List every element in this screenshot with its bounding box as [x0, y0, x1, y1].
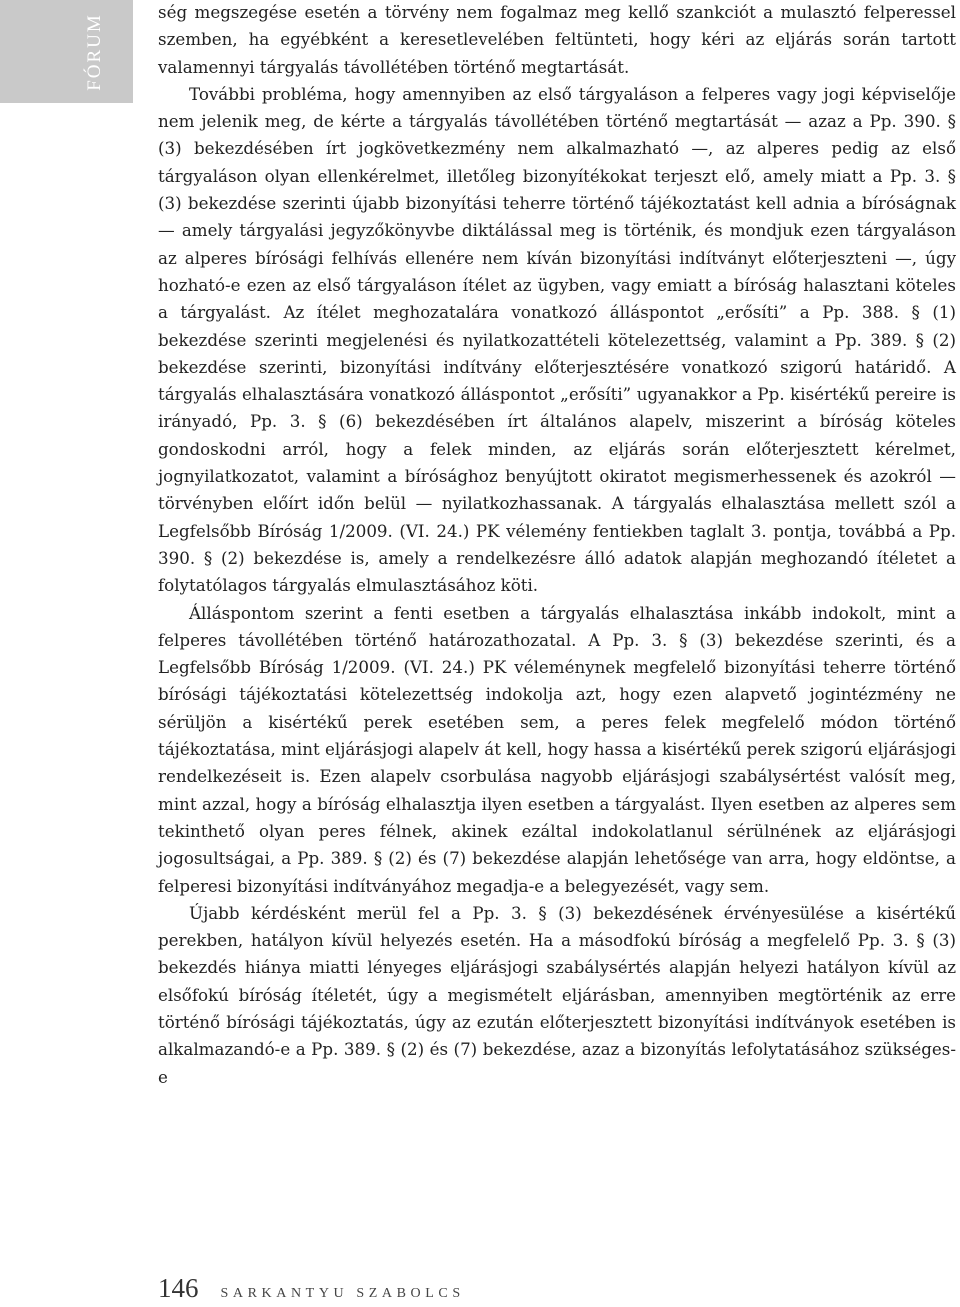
page-number: 146 — [158, 1273, 199, 1303]
paragraph: További probléma, hogy amennyiben az első tárgyaláson a felperes vagy jogi képviselője nem jelenik meg, de kérte a tárgyalás távollétében történő megtartását — azaz a Pp. 390. § (3) bekezdésében írt jogkövetkezmény nem alkalmazható —, az alperes pedig az első tárgyaláson olyan ellenkérelmet, illetőleg bizonyítékokat terjeszt elő, amely miatt a Pp. 3. § (3) bekezdése szerinti újabb bizonyítási teherre történő tájékoztatást kell adnia a bíróságnak — amely tárgyalási jegyzőkönyvbe diktálással meg is történik, és mondjuk ezen tárgyaláson az alperes bírósági felhívás ellenére nem kíván bizonyítási indítványt előterjeszteni —, úgy hozható-e ezen az első tárgyaláson ítélet az ügyben, vagy emiatt a bíróság halasztani köteles a tárgyalást. Az ítélet meghozatalára vonatkozó álláspontot „erősíti” a Pp. 388. § (1) bekezdése szerinti megjelenési és nyilatkozattételi kötelezettség, valamint a Pp. 389. § (2) bekezdése szerinti, bizonyítási indítvány előterjesztésére vonatkozó szigorú határidő. A tárgyalás elhalasztására vonatkozó álláspontot „erősíti” ugyanakkor a Pp. kisértékű pereire is irányadó, Pp. 3. § (6) bekezdésében írt általános alapelv, miszerint a bíróság köteles gondoskodni arról, hogy a felek minden, az eljárás során előterjesztett kérelmet, jognyilatkozatot, valamint a bírósághoz benyújtott okiratot megismerhessenek és azokról — törvényben előírt időn belül — nyilatkozhassanak. A tárgyalás elhalasztása mellett szól a Legfelsőbb Bíróság 1/2009. (VI. 24.) PK vélemény fentiekben taglalt 3. pontja, továbbá a Pp. 390. § (2) bekezdése is, amely a rendelkezésre álló adatok alapján meghozandó ítéletet a folytatólagos tárgyalás elmulasztásához köti. — [158, 83, 956, 596]
paragraph: Újabb kérdésként merül fel a Pp. 3. § (3) bekezdésének érvényesülése a kisértékű perekben, hatályon kívül helyezés esetén. Ha a másodfokú bíróság a megfelelő Pp. 3. § (3) bekezdés hiánya miatti lényeges eljárásjogi szabálysértés alapján helyezi hatályon kívül az elsőfokú bíróság ítéletét, úgy a megismételt eljárásban, amennyiben megtörténik az erre történő bírósági tájékoztatás, úgy az ezután előterjesztett bizonyítási indítványok esetében is alkalmazandó-e a Pp. 389. § (2) és (7) bekezdése, azaz a bizonyítás lefolytatásához szükséges-e — [158, 902, 956, 1087]
paragraph-continued: ség megszegése esetén a törvény nem fogalmaz meg kellő szankciót a mulasztó felperessel szemben, ha egyébként a keresetlevelében feltünteti, hogy kéri az eljárás során tartott valamennyi tárgyalás távollétében történő megtartását. — [158, 2, 956, 77]
running-author: SARKANTYU SZABOLCS — [220, 1286, 465, 1301]
article-body — [158, 0, 956, 1091]
section-tab — [0, 0, 133, 103]
paragraph: Álláspontom szerint a fenti esetben a tárgyalás elhalasztása inkább indokolt, mint a felperes távollétében történő határozathozatal. A Pp. 3. § (3) bekezdése szerinti, és a Legfelsőbb Bíróság 1/2009. (VI. 24.) PK véleménynek megfelelő bizonyítási teherre történő bírósági tájékoztatási kötelezettség indokolja azt, hogy ezen alapvető jogintézmény ne sérüljön a kisértékű perek esetében sem, a peres felek megfelelő módon történő tájékoztatása, mint eljárásjogi alapelv át kell, hogy hassa a kisértékű perek szigorú eljárásjogi rendelkezéseit is. Ezen alapelv csorbulása nagyobb eljárásjogi szabálysértést valósít meg, mint azzal, hogy a bíróság elhalasztja ilyen esetben a tárgyalást. Ilyen esetben az alperes sem tekinthető olyan peres félnek, akinek ezáltal indokolatlanul sérülnének az eljárásjogi jogosultságai, a Pp. 389. § (2) és (7) bekezdése alapján lehetősége van arra, hogy eldöntse, a felperesi bizonyítási indítványához megadja-e a belegyezését, vagy sem. — [158, 602, 956, 896]
section-tab-label: FÓRUM — [84, 13, 105, 91]
